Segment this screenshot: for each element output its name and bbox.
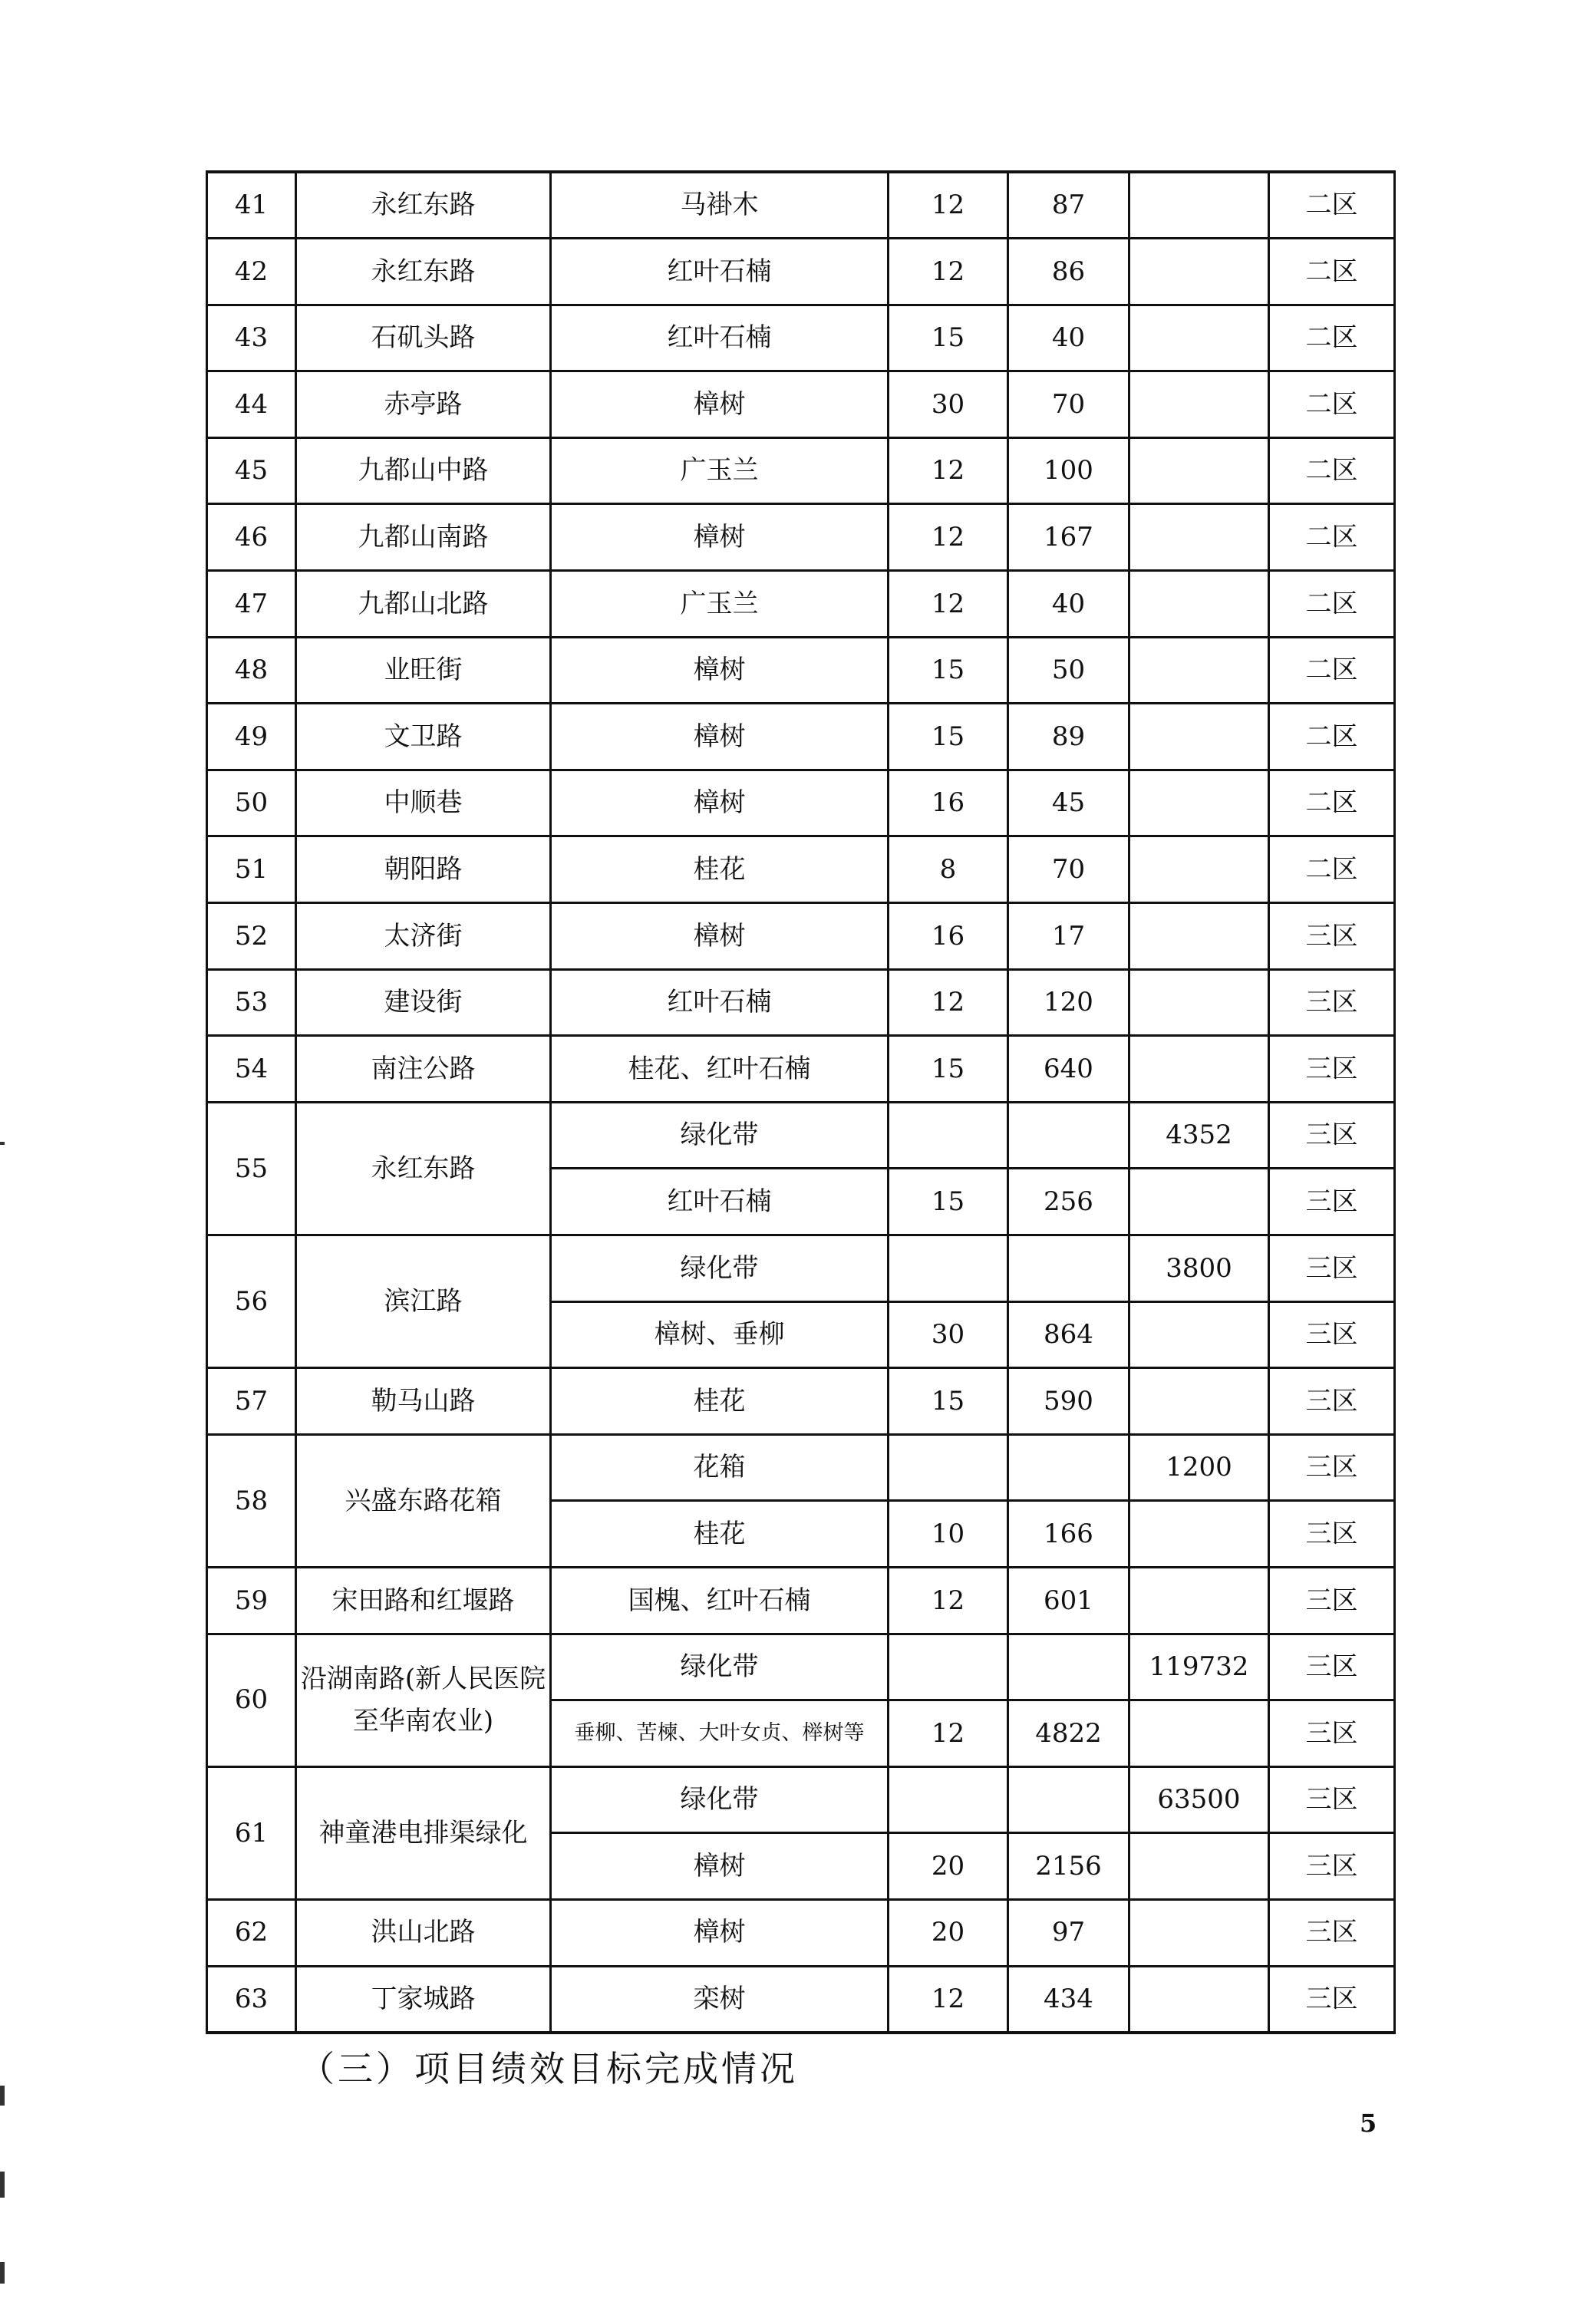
tree-species-cell: 桂花、红叶石楠 — [551, 1036, 889, 1103]
district-cell: 三区 — [1269, 969, 1395, 1036]
spacing-cell: 12 — [889, 1966, 1008, 2033]
district-cell: 二区 — [1269, 172, 1395, 239]
green-area-cell — [1129, 1700, 1269, 1767]
table-row — [207, 704, 1395, 770]
table-row — [207, 571, 1395, 638]
spacing-cell: 10 — [889, 1501, 1008, 1568]
road-name-cell: 赤亭路 — [296, 371, 551, 438]
tree-species-cell: 绿化带 — [551, 1235, 889, 1302]
spacing-cell: 12 — [889, 1567, 1008, 1634]
green-area-cell — [1129, 770, 1269, 836]
tree-species-cell: 樟树 — [551, 903, 889, 970]
tree-count-cell: 864 — [1008, 1301, 1129, 1368]
table-row — [207, 1036, 1395, 1103]
table-row — [207, 903, 1395, 970]
green-area-cell: 3800 — [1129, 1235, 1269, 1302]
table-row — [207, 1368, 1395, 1435]
green-area-cell — [1129, 969, 1269, 1036]
road-name-cell: 兴盛东路花箱 — [296, 1434, 551, 1567]
green-area-cell — [1129, 571, 1269, 638]
tree-count-cell: 97 — [1008, 1899, 1129, 1966]
green-area-cell: 119732 — [1129, 1634, 1269, 1700]
spacing-cell: 20 — [889, 1833, 1008, 1900]
green-area-cell — [1129, 504, 1269, 571]
green-area-cell: 63500 — [1129, 1766, 1269, 1833]
tree-species-cell: 马褂木 — [551, 172, 889, 239]
table-row — [207, 437, 1395, 504]
tree-count-cell: 2156 — [1008, 1833, 1129, 1900]
tree-species-cell: 桂花 — [551, 1368, 889, 1435]
road-name-cell: 朝阳路 — [296, 836, 551, 903]
spacing-cell — [889, 1102, 1008, 1169]
table-row — [207, 1634, 1395, 1700]
green-area-cell — [1129, 903, 1269, 970]
district-cell: 二区 — [1269, 305, 1395, 371]
table-row — [207, 305, 1395, 371]
district-cell: 三区 — [1269, 1766, 1395, 1833]
green-area-cell: 1200 — [1129, 1434, 1269, 1501]
road-name-cell: 永红东路 — [296, 239, 551, 305]
spacing-cell: 30 — [889, 1301, 1008, 1368]
tree-count-cell: 120 — [1008, 969, 1129, 1036]
district-cell: 三区 — [1269, 1501, 1395, 1568]
green-area-cell — [1129, 305, 1269, 371]
tree-species-cell: 樟树 — [551, 1833, 889, 1900]
green-area-cell — [1129, 1501, 1269, 1568]
row-number-cell: 42 — [207, 239, 296, 305]
tree-species-cell: 樟树 — [551, 371, 889, 438]
row-number-cell: 54 — [207, 1036, 296, 1103]
spacing-cell: 12 — [889, 571, 1008, 638]
green-area-cell — [1129, 1301, 1269, 1368]
road-tree-table — [206, 170, 1396, 2034]
road-name-cell: 九都山北路 — [296, 571, 551, 638]
table-row — [207, 1567, 1395, 1634]
tree-count-cell: 4822 — [1008, 1700, 1129, 1767]
spacing-cell: 15 — [889, 637, 1008, 704]
row-number-cell: 59 — [207, 1567, 296, 1634]
row-number-cell: 53 — [207, 969, 296, 1036]
green-area-cell — [1129, 1368, 1269, 1435]
road-name-cell: 九都山南路 — [296, 504, 551, 571]
district-cell: 三区 — [1269, 1966, 1395, 2033]
margin-mark — [0, 2086, 5, 2106]
row-number-cell: 63 — [207, 1966, 296, 2033]
spacing-cell — [889, 1634, 1008, 1700]
spacing-cell: 12 — [889, 172, 1008, 239]
road-name-cell: 太济街 — [296, 903, 551, 970]
tree-species-cell: 樟树 — [551, 637, 889, 704]
tree-species-cell: 樟树 — [551, 770, 889, 836]
district-cell: 二区 — [1269, 437, 1395, 504]
row-number-cell: 44 — [207, 371, 296, 438]
green-area-cell — [1129, 704, 1269, 770]
district-cell: 二区 — [1269, 836, 1395, 903]
row-number-cell: 55 — [207, 1102, 296, 1235]
green-area-cell — [1129, 1899, 1269, 1966]
spacing-cell — [889, 1235, 1008, 1302]
spacing-cell: 30 — [889, 371, 1008, 438]
tree-species-cell: 樟树 — [551, 704, 889, 770]
table-row — [207, 770, 1395, 836]
table-row — [207, 172, 1395, 239]
spacing-cell: 12 — [889, 504, 1008, 571]
road-name-cell: 文卫路 — [296, 704, 551, 770]
tree-count-cell: 70 — [1008, 836, 1129, 903]
tree-count-cell — [1008, 1102, 1129, 1169]
road-name-cell: 中顺巷 — [296, 770, 551, 836]
road-name-cell: 永红东路 — [296, 1102, 551, 1235]
tree-count-cell: 601 — [1008, 1567, 1129, 1634]
district-cell: 二区 — [1269, 704, 1395, 770]
tree-species-cell: 绿化带 — [551, 1766, 889, 1833]
green-area-cell — [1129, 1833, 1269, 1900]
spacing-cell: 16 — [889, 770, 1008, 836]
spacing-cell: 12 — [889, 1700, 1008, 1767]
district-cell: 三区 — [1269, 1700, 1395, 1767]
row-number-cell: 57 — [207, 1368, 296, 1435]
tree-species-cell: 广玉兰 — [551, 437, 889, 504]
spacing-cell: 12 — [889, 239, 1008, 305]
tree-species-cell: 垂柳、苦楝、大叶女贞、榉树等 — [551, 1700, 889, 1767]
road-name-cell: 洪山北路 — [296, 1899, 551, 1966]
tree-count-cell — [1008, 1766, 1129, 1833]
tree-species-cell: 栾树 — [551, 1966, 889, 2033]
row-number-cell: 48 — [207, 637, 296, 704]
table-row — [207, 1899, 1395, 1966]
tree-count-cell: 167 — [1008, 504, 1129, 571]
road-name-cell: 建设街 — [296, 969, 551, 1036]
green-area-cell — [1129, 371, 1269, 438]
road-name-cell: 滨江路 — [296, 1235, 551, 1368]
road-name-cell: 神童港电排渠绿化 — [296, 1766, 551, 1899]
tree-count-cell: 17 — [1008, 903, 1129, 970]
row-number-cell: 61 — [207, 1766, 296, 1899]
row-number-cell: 45 — [207, 437, 296, 504]
tree-count-cell: 590 — [1008, 1368, 1129, 1435]
row-number-cell: 49 — [207, 704, 296, 770]
green-area-cell — [1129, 437, 1269, 504]
spacing-cell: 15 — [889, 1368, 1008, 1435]
district-cell: 三区 — [1269, 1634, 1395, 1700]
tree-count-cell: 434 — [1008, 1966, 1129, 2033]
district-cell: 三区 — [1269, 903, 1395, 970]
table-row — [207, 637, 1395, 704]
green-area-cell — [1129, 1169, 1269, 1235]
district-cell: 三区 — [1269, 1368, 1395, 1435]
tree-count-cell — [1008, 1235, 1129, 1302]
spacing-cell: 8 — [889, 836, 1008, 903]
tree-count-cell — [1008, 1434, 1129, 1501]
spacing-cell: 15 — [889, 1169, 1008, 1235]
road-name-cell: 勒马山路 — [296, 1368, 551, 1435]
tree-species-cell: 国槐、红叶石楠 — [551, 1567, 889, 1634]
page-number: 5 — [1360, 2109, 1377, 2138]
row-number-cell: 56 — [207, 1235, 296, 1368]
tree-species-cell: 樟树 — [551, 504, 889, 571]
tree-species-cell: 花箱 — [551, 1434, 889, 1501]
table-row — [207, 836, 1395, 903]
spacing-cell — [889, 1766, 1008, 1833]
road-name-cell: 南注公路 — [296, 1036, 551, 1103]
row-number-cell: 41 — [207, 172, 296, 239]
district-cell: 三区 — [1269, 1169, 1395, 1235]
road-name-cell: 永红东路 — [296, 172, 551, 239]
margin-mark — [0, 2262, 5, 2284]
road-name-cell: 石矶头路 — [296, 305, 551, 371]
district-cell: 三区 — [1269, 1567, 1395, 1634]
spacing-cell: 20 — [889, 1899, 1008, 1966]
district-cell: 三区 — [1269, 1434, 1395, 1501]
tree-species-cell: 绿化带 — [551, 1102, 889, 1169]
table-row — [207, 969, 1395, 1036]
district-cell: 三区 — [1269, 1899, 1395, 1966]
green-area-cell — [1129, 172, 1269, 239]
district-cell: 二区 — [1269, 637, 1395, 704]
table-row — [207, 1235, 1395, 1302]
tree-count-cell: 87 — [1008, 172, 1129, 239]
tree-species-cell: 红叶石楠 — [551, 969, 889, 1036]
tree-count-cell: 100 — [1008, 437, 1129, 504]
tree-species-cell: 红叶石楠 — [551, 305, 889, 371]
tree-count-cell: 86 — [1008, 239, 1129, 305]
green-area-cell — [1129, 1966, 1269, 2033]
road-name-cell: 丁家城路 — [296, 1966, 551, 2033]
table-row — [207, 1102, 1395, 1169]
green-area-cell — [1129, 1036, 1269, 1103]
table-row — [207, 239, 1395, 305]
tree-count-cell: 45 — [1008, 770, 1129, 836]
row-number-cell: 60 — [207, 1634, 296, 1766]
spacing-cell — [889, 1434, 1008, 1501]
district-cell: 二区 — [1269, 504, 1395, 571]
district-cell: 三区 — [1269, 1301, 1395, 1368]
district-cell: 二区 — [1269, 571, 1395, 638]
district-cell: 三区 — [1269, 1102, 1395, 1169]
margin-mark — [0, 2172, 5, 2198]
tree-count-cell: 256 — [1008, 1169, 1129, 1235]
green-area-cell: 4352 — [1129, 1102, 1269, 1169]
tree-count-cell — [1008, 1634, 1129, 1700]
section-heading: （三）项目绩效目标完成情况 — [299, 2048, 798, 2089]
district-cell: 三区 — [1269, 1036, 1395, 1103]
tree-species-cell: 樟树 — [551, 1899, 889, 1966]
tree-count-cell: 40 — [1008, 571, 1129, 638]
road-name-cell: 九都山中路 — [296, 437, 551, 504]
tree-species-cell: 红叶石楠 — [551, 1169, 889, 1235]
row-number-cell: 50 — [207, 770, 296, 836]
tree-count-cell: 40 — [1008, 305, 1129, 371]
district-cell: 三区 — [1269, 1235, 1395, 1302]
green-area-cell — [1129, 637, 1269, 704]
green-area-cell — [1129, 239, 1269, 305]
tree-count-cell: 89 — [1008, 704, 1129, 770]
tree-count-cell: 50 — [1008, 637, 1129, 704]
tree-count-cell: 640 — [1008, 1036, 1129, 1103]
tree-count-cell: 166 — [1008, 1501, 1129, 1568]
row-number-cell: 43 — [207, 305, 296, 371]
table-row — [207, 371, 1395, 438]
road-name-cell: 沿湖南路(新人民医院至华南农业) — [296, 1634, 551, 1766]
table-body — [207, 172, 1395, 2033]
row-number-cell: 62 — [207, 1899, 296, 1966]
tree-species-cell: 桂花 — [551, 1501, 889, 1568]
spacing-cell: 15 — [889, 704, 1008, 770]
row-number-cell: 51 — [207, 836, 296, 903]
district-cell: 二区 — [1269, 371, 1395, 438]
margin-mark — [0, 1142, 5, 1145]
tree-species-cell: 桂花 — [551, 836, 889, 903]
tree-species-cell: 绿化带 — [551, 1634, 889, 1700]
spacing-cell: 12 — [889, 437, 1008, 504]
table-row — [207, 1966, 1395, 2033]
row-number-cell: 46 — [207, 504, 296, 571]
row-number-cell: 58 — [207, 1434, 296, 1567]
table-row — [207, 504, 1395, 571]
spacing-cell: 12 — [889, 969, 1008, 1036]
table-row — [207, 1434, 1395, 1501]
district-cell: 二区 — [1269, 239, 1395, 305]
spacing-cell: 16 — [889, 903, 1008, 970]
tree-species-cell: 樟树、垂柳 — [551, 1301, 889, 1368]
green-area-cell — [1129, 1567, 1269, 1634]
tree-species-cell: 广玉兰 — [551, 571, 889, 638]
district-cell: 三区 — [1269, 1833, 1395, 1900]
spacing-cell: 15 — [889, 305, 1008, 371]
road-name-cell: 业旺街 — [296, 637, 551, 704]
spacing-cell: 15 — [889, 1036, 1008, 1103]
table-row — [207, 1766, 1395, 1833]
green-area-cell — [1129, 836, 1269, 903]
district-cell: 二区 — [1269, 770, 1395, 836]
road-name-cell: 宋田路和红堰路 — [296, 1567, 551, 1634]
row-number-cell: 52 — [207, 903, 296, 970]
tree-species-cell: 红叶石楠 — [551, 239, 889, 305]
tree-count-cell: 70 — [1008, 371, 1129, 438]
row-number-cell: 47 — [207, 571, 296, 638]
